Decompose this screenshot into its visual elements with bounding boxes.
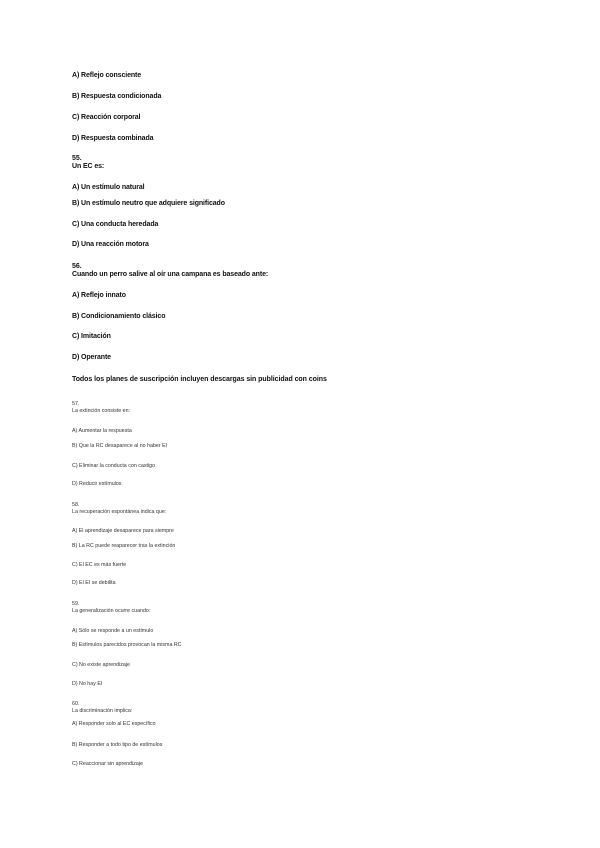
option-a: A) Aumentar la respuesta bbox=[72, 428, 132, 434]
option-b: B) Un estímulo neutro que adquiere significado bbox=[72, 200, 225, 207]
option-c: C) Reaccionar sin aprendizaje bbox=[72, 761, 143, 767]
question-text: La extinción consiste en: bbox=[72, 408, 131, 414]
option-a: A) Reflejo consciente bbox=[72, 72, 142, 79]
option-d: D) Reducir estímulos bbox=[72, 481, 122, 487]
option-d: D) No hay EI bbox=[72, 681, 103, 687]
question-text: Cuando un perro salive al oír una campana es baseado ante: bbox=[72, 271, 269, 278]
question-number: 56. bbox=[72, 263, 82, 270]
question-text: Un EC es: bbox=[72, 163, 105, 170]
option-c: C) Eliminar la conducta con castigo bbox=[72, 463, 156, 469]
question-text: La recuperación espontánea indica que: bbox=[72, 509, 167, 515]
option-a: A) Reflejo innato bbox=[72, 292, 126, 299]
question-number: 57. bbox=[72, 401, 80, 407]
option-d: D) Operante bbox=[72, 354, 111, 361]
option-c: C) Imitación bbox=[72, 333, 111, 340]
question-text: La generalización ocurre cuando: bbox=[72, 608, 151, 614]
option-a: A) Responder solo al EC específico bbox=[72, 721, 156, 727]
question-number: 55. bbox=[72, 155, 82, 162]
option-b: B) Que la RC desaparece al no haber EI bbox=[72, 443, 168, 449]
option-b: B) Respuesta condicionada bbox=[72, 93, 162, 100]
subscription-notice: Todos los planes de suscripción incluyen descargas sin publicidad con coins bbox=[72, 376, 327, 383]
option-d: D) Una reacción motora bbox=[72, 241, 149, 248]
question-number: 59. bbox=[72, 601, 80, 607]
option-c: C) Reacción corporal bbox=[72, 114, 141, 121]
option-c: C) Una conducta heredada bbox=[72, 221, 159, 228]
option-a: A) El aprendizaje desaparece para siempre bbox=[72, 528, 174, 534]
question-number: 60. bbox=[72, 701, 80, 707]
option-a: A) Un estímulo natural bbox=[72, 184, 145, 191]
option-d: D) Respuesta combinada bbox=[72, 135, 154, 142]
question-text: La discriminación implica: bbox=[72, 708, 133, 714]
option-c: C) No existe aprendizaje bbox=[72, 662, 130, 668]
option-b: B) La RC puede reaparecer tras la extinción bbox=[72, 543, 176, 549]
option-a: A) Sólo se responde a un estímulo bbox=[72, 628, 154, 634]
question-number: 58. bbox=[72, 502, 80, 508]
option-c: C) El EC es más fuerte bbox=[72, 562, 127, 568]
option-b: B) Responder a todo tipo de estímulos bbox=[72, 742, 163, 748]
option-b: B) Condicionamiento clásico bbox=[72, 313, 166, 320]
option-d: D) El EI se debilita bbox=[72, 580, 116, 586]
option-b: B) Estímulos parecidos provocan la misma RC bbox=[72, 642, 182, 648]
